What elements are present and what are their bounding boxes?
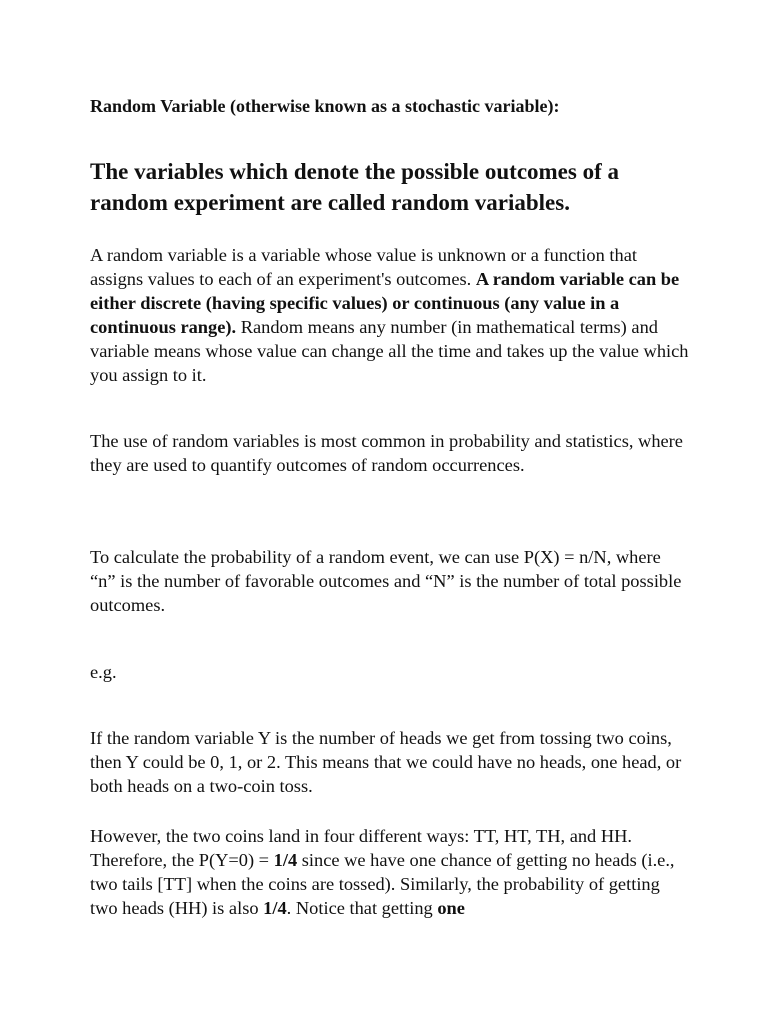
paragraph-coin-example: If the random variable Y is the number of heads we get from tossing two coins, then Y could be 0, 1, or 2. This means that we could have no heads, one head, or both heads on a two-coin toss. — [90, 728, 682, 796]
paragraph-coin-outcomes — [90, 824, 690, 920]
p1-lead-text: A random variable is a variable whose value is unknown or a function that assigns values to each of an experiment's outcomes. — [90, 245, 637, 289]
paragraph-example-label: e.g. — [90, 662, 117, 682]
paragraph-usage: The use of random variables is most common in probability and statistics, where they are used to quantify outcomes of random occurrences. — [90, 431, 683, 475]
p6-bold2: 1/4 — [263, 898, 287, 918]
document-heading: Random Variable (otherwise known as a stochastic variable): — [90, 96, 560, 116]
p6-bold3: one — [437, 898, 465, 918]
paragraph-random-variable-description — [90, 243, 690, 387]
p6-bold1: 1/4 — [273, 850, 298, 870]
paragraph-probability-formula: To calculate the probability of a random event, we can use P(X) = n/N, where “n” is the number of favorable outcomes and “N” is the number of total possible outcomes. — [90, 547, 682, 615]
definition-statement: The variables which denote the possible outcomes of a random experiment are called random variables. — [90, 159, 619, 215]
p6-part1: However, the two coins land in four different ways: TT, HT, TH, and HH. Therefore, the P(Y=0) = — [90, 826, 633, 870]
p1-tail-text: Random means any number (in mathematical terms) and variable means whose value can change all the time and takes up the value which you assign to it. — [90, 317, 689, 385]
p6-part3: . Notice that getting — [286, 898, 438, 918]
p1-bold-text: A random variable can be either discrete (having specific values) or continuous (any value in a continuous range). — [90, 269, 680, 337]
p6-part2: since we have one chance of getting no heads (i.e., two tails [TT] when the coins are tossed). Similarly, the probability of getting two heads (HH) is also — [90, 850, 675, 918]
